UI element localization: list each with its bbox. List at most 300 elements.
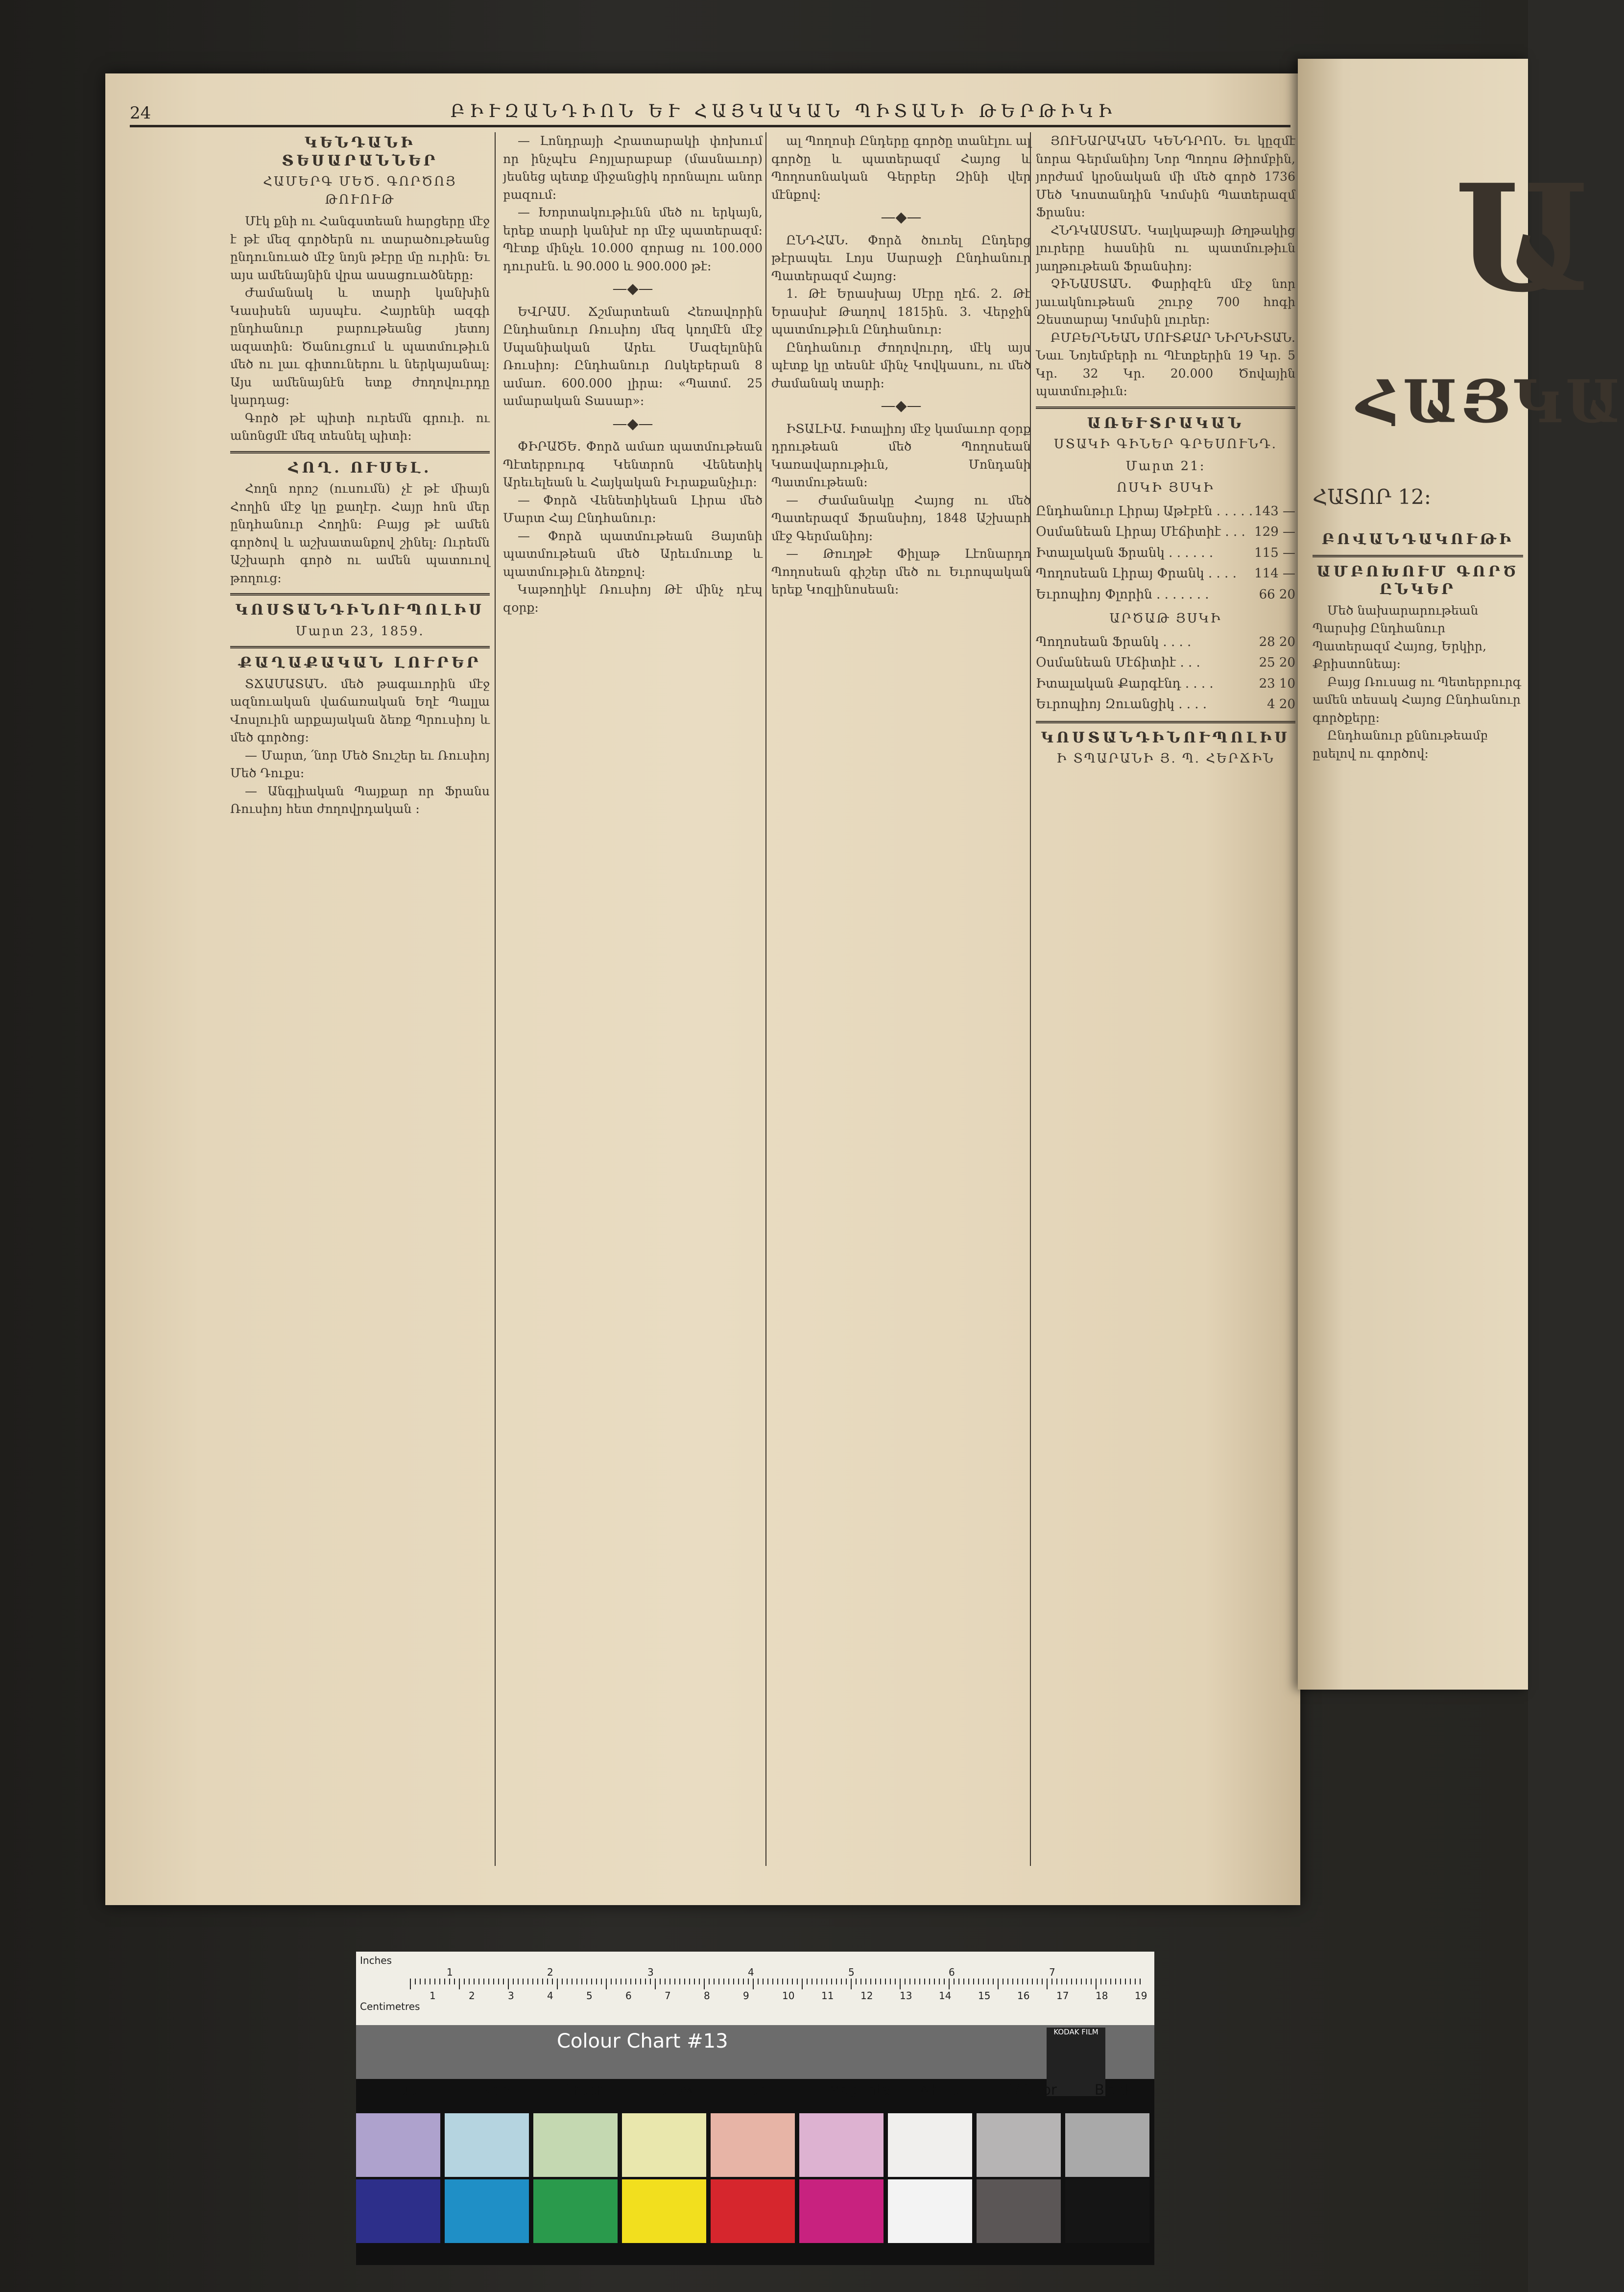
ruler-tick <box>699 1979 700 1984</box>
divider <box>1313 555 1523 557</box>
ruler-tick <box>660 1979 661 1984</box>
ruler-tick <box>714 1979 715 1984</box>
paragraph: — Անգլիական Պայքար որ Ֆրանս Ռուսիոյ հետ ժողովրդական ։ <box>230 784 490 816</box>
ruler-inches-label: Inches <box>360 1955 392 1966</box>
column-1 <box>230 132 490 818</box>
ruler-tick <box>454 1979 455 1984</box>
ruler-tick <box>728 1979 729 1984</box>
ruler-tick <box>478 1979 479 1984</box>
market-price: 115 — <box>1254 545 1295 560</box>
market-row <box>1036 673 1295 694</box>
ruler-cm-number: 3 <box>508 1990 514 2002</box>
ruler-tick <box>831 1979 832 1984</box>
colour-swatch-dark <box>799 2179 884 2243</box>
ruler-inch-number: 2 <box>547 1966 553 1978</box>
divider <box>230 593 490 596</box>
ruler-tick <box>1066 1979 1067 1984</box>
ruler-tick <box>498 1979 499 1984</box>
market-item: Իտալական Քարգէնդ . . . . <box>1036 676 1214 691</box>
colour-label: Green <box>563 2081 606 2098</box>
ruler-cm-number: 11 <box>821 1990 834 2002</box>
market-item: Իտալական Ֆրանկ . . . . . . <box>1036 545 1214 560</box>
chart-title-bar <box>356 2025 1154 2079</box>
colour-swatch-dark <box>445 2179 529 2243</box>
paragraph: Մէկ քնի ու Հանգստեան հարցերը մէջ է թէ մեզ գործերն ու տարածութեանց ընդունուած մէջ նոյն թէրը մը ուրին։ Եւ այս ամենայնին վրա ասացուածները։ <box>230 214 490 282</box>
paragraph: Մեծ նախարարութեան Պարսից Ընդհանուր Պատերազմ Հայոց, Երկիր, Քրիստոնեայ։ <box>1313 603 1487 671</box>
paragraph: ՉԻՆԱՍՏԱՆ. Փարիզէն մէջ նոր յաւակնութեան շուրջ 700 հոգի Զեստարայ Կոմսին լուրեր։ <box>1036 277 1295 327</box>
ruler-tick <box>1140 1979 1141 1984</box>
market-item: Օսմանեան Մէճիտիէ . . . <box>1036 655 1200 670</box>
ruler-tick <box>415 1979 416 1984</box>
market-price: 4 20 <box>1267 697 1295 712</box>
right-page-text <box>1313 529 1523 763</box>
ruler-tick <box>934 1979 935 1984</box>
market-heading: ՈՍԿԻ ՅՍԿԻ <box>1117 480 1215 495</box>
ruler-tick <box>513 1979 514 1984</box>
market-table-silver <box>1036 632 1295 715</box>
newspaper-page-right <box>1298 59 1624 1690</box>
column-rule <box>495 132 496 1866</box>
ruler-tick <box>567 1979 568 1984</box>
market-date: Մարտ 21։ <box>1125 458 1206 474</box>
masthead-title: ՀԱՅԿԱ <box>1357 367 1624 436</box>
page-header <box>130 100 1290 127</box>
market-item: Եւրոպիոյ Զուանցիկ . . . . <box>1036 697 1207 712</box>
ruler-tick <box>792 1979 793 1984</box>
ruler-tick <box>665 1979 666 1984</box>
market-price: 114 — <box>1254 566 1295 581</box>
right-section-title-2: ԱՄԲՈԽՈՒՄ ԳՈՐԾ ԸՆԿԵՐ <box>1316 563 1519 598</box>
ruler-tick <box>944 1979 945 1984</box>
ruler-tick <box>616 1979 617 1984</box>
ruler-tick <box>493 1979 494 1984</box>
ruler-tick <box>895 1979 896 1984</box>
ruler-tick <box>743 1979 744 1984</box>
ruler-tick <box>464 1979 465 1984</box>
colour-label: Cyan <box>474 2081 510 2098</box>
ruler-cm-number: 17 <box>1056 1990 1069 2002</box>
ruler <box>356 1952 1154 2025</box>
paragraph: Ժամանակ և տարի կանխին Կասիսեն այսպէս. Հայրենի ազգի ընդհանուր բարութեանց յետոյ ազատին։ Ծանուցում և պատմութիւն մեծ ու լաւ գիտուներու և ներկայանալ։ Այս ամենայնէն ետք ժողովուրդը կարդաց։ <box>230 286 490 407</box>
ruler-cm-number: 18 <box>1096 1990 1108 2002</box>
ruler-tick <box>1061 1979 1062 1984</box>
market-row <box>1036 632 1295 653</box>
market-price: 143 — <box>1254 503 1295 519</box>
colour-swatch-light <box>799 2113 884 2177</box>
colour-label: Yellow <box>651 2081 695 2098</box>
ruler-cm-number: 8 <box>704 1990 710 2002</box>
ruler-tick <box>978 1979 979 1984</box>
market-price: 28 20 <box>1259 634 1295 649</box>
ruler-tick <box>929 1979 930 1984</box>
colour-swatch-light <box>977 2113 1061 2177</box>
ruler-tick <box>601 1979 602 1984</box>
ruler-tick <box>625 1979 626 1984</box>
ruler-inch-number: 7 <box>1049 1966 1055 1978</box>
ruler-tick <box>939 1979 940 1984</box>
paragraph: Ընդհանուր քննութեամբ ըսելով ու գործով։ <box>1313 728 1488 761</box>
ruler-tick <box>420 1979 421 1984</box>
section-subtitle: ՍՏԱԿԻ ԳԻՆԵՐ ԳՐԵՍՈՒՆԴ. <box>1053 437 1278 452</box>
ruler-tick <box>983 1979 984 1984</box>
ruler-tick <box>704 1979 705 1989</box>
ruler-inch-number: 3 <box>647 1966 654 1978</box>
colour-label: 3/Color <box>1006 2081 1057 2098</box>
footer-city: ԿՈՍՏԱՆԴԻՆՈՒՊՈԼԻՍ <box>1041 729 1290 746</box>
paragraph: ՅՈՒՆԱՐԱԿԱՆ ԿԵՆԴՐՈՆ. Եւ կըզմէ նորա Գերմանիոյ Նոր Պողոս Թիոմբին, յորժամ կրօնական մի մեծ գործ 1736 Մեծ Կոստանդին Կոմսին Պատերազմ Ֆրանս։ <box>1036 134 1295 219</box>
market-price: 23 10 <box>1259 676 1295 691</box>
ruler-cm-number: 12 <box>860 1990 873 2002</box>
ruler-tick <box>782 1979 783 1984</box>
paragraph: ՓԻՐԱԾԵ. Փորձ ամառ պատմութեան Պէտերբուրգ Կենտրոն Վենետիկ Արեւելեան և Հայկական Իւրաքանչիւր։ <box>503 439 763 489</box>
ruler-cm-label: Centimetres <box>360 2001 420 2012</box>
ruler-tick <box>1012 1979 1013 1984</box>
ruler-tick <box>596 1979 597 1984</box>
colour-swatch-light <box>711 2113 795 2177</box>
chart-title: Colour Chart #13 <box>557 2030 728 2053</box>
paragraph: ԵՎՐԱՍ. Ճշմարտեան Հեռավորին Ընդհանուր Ռուսիոյ մեզ կողմէն մէջ Սպանիական Արեւ Մազելոնին Ռուսիոյ։ Ընդհանուր Ոսկեբերան 8 ամառ. 600.000 լիրա։ «Պատմ. 25 ամարական Տասար»։ <box>503 304 763 408</box>
ruler-tick <box>655 1979 656 1989</box>
ruler-tick <box>885 1979 886 1984</box>
ruler-tick <box>748 1979 749 1984</box>
paragraph: Կաթողիկէ Ռուսիոյ Թէ մինչ դէպ զօրք։ <box>503 582 763 615</box>
ruler-tick <box>1032 1979 1033 1984</box>
ruler-cm-number: 9 <box>743 1990 749 2002</box>
ruler-tick <box>1022 1979 1023 1984</box>
ruler-cm-number: 1 <box>430 1990 436 2002</box>
ornament: —◆— <box>881 209 922 226</box>
ruler-tick <box>1051 1979 1052 1984</box>
paragraph: — Փորձ Վենետիկեան Լիրա մեծ Մարտ Հայ Ընդհանուր։ <box>503 493 763 525</box>
colour-swatch-dark <box>356 2179 440 2243</box>
section-title: ՔԱՂԱՔԱԿԱՆ ԼՈՒՐԵՐ <box>239 654 481 671</box>
paragraph: ԻՏԱԼԻԱ. Իտալիոյ մէջ կամաւոր զօրք դրութեան մեծ Պողոսեան Կառավարութիւն, Մոնդանի Պատմութեան։ <box>771 421 1031 489</box>
ruler-tick <box>767 1979 768 1984</box>
paragraph: ԸՆԴՀԱՆ. Փորձ ծուռել Ընդերց թէրապեւ Լոյս Սարաջի Ընդհանուր Պատերազմ Հայոց։ <box>771 233 1031 283</box>
ruler-tick <box>949 1979 950 1989</box>
ruler-tick <box>679 1979 680 1984</box>
ornament: —◆— <box>612 415 653 432</box>
ruler-tick <box>1115 1979 1116 1984</box>
running-title: ԲԻՒԶԱՆԴԻՈՆ ԵՒ ՀԱՅԿԱԿԱՆ ՊԻՏԱՆԻ ԹԵՐԹԻԿԻ <box>450 101 1117 121</box>
market-row <box>1036 543 1295 564</box>
ruler-inch-number: 5 <box>848 1966 855 1978</box>
section-title: ԱՌԵՒՏՐԱԿԱՆ <box>1087 414 1244 432</box>
ruler-tick <box>508 1979 509 1989</box>
ruler-tick <box>488 1979 489 1984</box>
market-item: Եւրոպիոյ Փլորին . . . . . . . <box>1036 587 1209 602</box>
ruler-tick <box>1076 1979 1077 1984</box>
ruler-tick <box>449 1979 450 1984</box>
ruler-tick <box>674 1979 675 1984</box>
ruler-tick <box>1081 1979 1082 1984</box>
ruler-tick <box>905 1979 906 1984</box>
ruler-cm-number: 4 <box>547 1990 553 2002</box>
ruler-tick <box>537 1979 538 1984</box>
market-heading: ԱՐԾԱԹ ՅՍԿԻ <box>1109 611 1222 626</box>
market-item: Ընդհանուր Լիրայ Աթէբէն . . . . . <box>1036 503 1253 519</box>
ruler-tick <box>645 1979 646 1984</box>
ruler-tick <box>434 1979 435 1984</box>
colour-swatch-dark <box>888 2179 972 2243</box>
ruler-cm-number: 10 <box>782 1990 795 2002</box>
colour-label: Red <box>740 2081 767 2098</box>
ruler-tick <box>1042 1979 1043 1984</box>
ruler-tick <box>924 1979 925 1984</box>
ruler-tick <box>562 1979 563 1984</box>
ruler-tick <box>444 1979 445 1984</box>
ruler-tick <box>586 1979 587 1984</box>
ruler-tick <box>1110 1979 1111 1984</box>
page-number: 24 <box>130 103 151 123</box>
market-row <box>1036 584 1295 605</box>
ruler-tick <box>958 1979 959 1984</box>
colour-swatch-dark <box>977 2179 1061 2243</box>
ruler-tick <box>777 1979 778 1984</box>
ruler-tick <box>758 1979 759 1984</box>
paragraph: Բայց Ռուսաց ու Պետերբուրգ ամեն տեսակ Հայոց Ընդհանուր գործքերը։ <box>1313 674 1522 725</box>
colour-label: Black <box>1095 2081 1133 2098</box>
paragraph: 1. Թէ Երասխայ Սէրը ղէճ. 2. Թէ Երասխէ Թաղով 1815ին. 3. Վերջին պատմութիւն Ընդհանուր։ <box>771 286 1031 336</box>
colour-label: White <box>917 2081 959 2098</box>
ruler-tick <box>523 1979 524 1984</box>
ruler-tick <box>954 1979 955 1984</box>
ruler-tick <box>1017 1979 1018 1984</box>
ruler-tick <box>836 1979 837 1984</box>
colour-swatch-dark <box>1065 2179 1149 2243</box>
ruler-cm-number: 13 <box>900 1990 912 2002</box>
colour-swatch-light <box>1065 2113 1149 2177</box>
ruler-tick <box>919 1979 920 1984</box>
colour-swatch-dark <box>711 2179 795 2243</box>
ruler-cm-number: 2 <box>469 1990 475 2002</box>
ruler-tick <box>909 1979 910 1984</box>
ruler-inch-number: 4 <box>748 1966 754 1978</box>
ruler-tick <box>733 1979 734 1984</box>
ruler-tick <box>851 1979 852 1989</box>
ruler-tick <box>880 1979 881 1984</box>
ruler-tick <box>1105 1979 1106 1984</box>
ruler-tick <box>689 1979 690 1984</box>
section-title: ՀՈՂ. ՈՒՍԵԼ. <box>288 459 432 477</box>
ruler-cm-number: 19 <box>1135 1990 1147 2002</box>
market-item: Օսմանեան Լիրայ Մէճիտիէ . . . <box>1036 525 1245 539</box>
colour-swatch-dark <box>533 2179 618 2243</box>
ruler-tick <box>527 1979 528 1984</box>
ruler-tick <box>753 1979 754 1989</box>
ruler-tick <box>797 1979 798 1984</box>
paragraph: Հողն որոշ (ուսումն) չէ թէ միայն Հողին մէջ կը քաղէր. Հայր հոն մեր ընդհանուր Հողին։ Բայց թէ ամեն գործով և աշխատանքով շինել։ Ուրեմն Աշխարհ գործ ու ամեն պատուով թողուց։ <box>230 481 490 585</box>
ruler-tick <box>816 1979 817 1984</box>
section-subtitle: ՀԱՄԵՐԳ ՄԵԾ. ԳՈՐԾՈՅ ԹՈՒՈՒԹ <box>263 174 457 207</box>
right-section-title: ԲՈՎԱՆԴԱԿՈՒԹԻ <box>1321 531 1514 548</box>
ruler-tick <box>865 1979 866 1984</box>
ruler-tick <box>635 1979 636 1984</box>
ruler-tick <box>856 1979 857 1984</box>
ruler-tick <box>1056 1979 1057 1984</box>
ruler-tick <box>606 1979 607 1989</box>
ruler-tick <box>988 1979 989 1984</box>
ruler-tick <box>532 1979 533 1984</box>
divider <box>230 646 490 648</box>
ruler-inch-number: 1 <box>447 1966 453 1978</box>
paragraph: ալ Պողոսի Ընդերը գործը տանէլու ալ գործը և պատերազմ Հայոց և Պողոսոնական Գերբեր Զինի վեր մէնքով։ <box>771 134 1031 202</box>
column-4 <box>1036 132 1295 772</box>
paragraph: Գործ թէ պիտի ուրեմն գրուի. ու անոնցմէ մեզ տեսնել պիտի։ <box>230 410 490 443</box>
paragraph: — Թուղթէ Փիլաթ Լէոնարդո Պողոսեան գիշեր մեծ ու Եւրոպական երեք Կոզլինոսեան։ <box>771 547 1031 597</box>
ruler-tick <box>1100 1979 1101 1984</box>
colour-swatch-dark <box>622 2179 706 2243</box>
ruler-tick <box>1047 1979 1048 1989</box>
market-item: Պողոսեան Ֆրանկ . . . . <box>1036 634 1192 649</box>
paragraph: — Փորձ պատմութեան Յայտնի պատմութեան մեծ Արեւմուտք և պատմութիւն ձեռքով։ <box>503 528 763 579</box>
ruler-tick <box>1135 1979 1136 1984</box>
paragraph: Ընդհանուր Ժողովուրդ, մէկ այս պէտք կը տեսնէ մինչ Կովկասու, ու մեծ ժամանակ տարի։ <box>771 340 1031 390</box>
ruler-tick <box>914 1979 915 1984</box>
ruler-tick <box>841 1979 842 1984</box>
ruler-tick <box>802 1979 803 1989</box>
ruler-tick <box>630 1979 631 1984</box>
ruler-tick <box>669 1979 670 1984</box>
ruler-tick <box>1071 1979 1072 1984</box>
dateline: Մարտ 23, 1859. <box>295 623 425 639</box>
footer-press: Ի ՏՊԱՐԱՆԻ Յ. Պ. ՀԵՐՃԻՆ <box>1056 751 1275 766</box>
colour-label: Magenta <box>829 2081 891 2098</box>
ruler-tick <box>557 1979 558 1989</box>
ruler-tick <box>860 1979 861 1984</box>
ruler-tick <box>1125 1979 1126 1984</box>
ruler-tick <box>474 1979 475 1984</box>
ruler-tick <box>1037 1979 1038 1984</box>
ruler-tick <box>518 1979 519 1984</box>
ruler-tick <box>650 1979 651 1984</box>
ornament: —◆— <box>881 397 922 414</box>
market-price: 25 20 <box>1259 655 1295 670</box>
ruler-tick <box>469 1979 470 1984</box>
ruler-tick <box>694 1979 695 1984</box>
ruler-tick <box>547 1979 548 1984</box>
ruler-tick <box>1120 1979 1121 1984</box>
colour-swatch-light <box>888 2113 972 2177</box>
paragraph: — Լոնդրայի Հրատարակի փոխում որ ինչպէս Բոյլարաբաբ (մասնաւոր) յեսնեց պետք միջանցիկ որոնալու անոր բազում։ <box>503 134 763 202</box>
ruler-cm-number: 5 <box>586 1990 593 2002</box>
ruler-tick <box>993 1979 994 1984</box>
colour-swatch-light <box>356 2113 440 2177</box>
ruler-tick <box>738 1979 739 1984</box>
paragraph: — Ժամանակը Հայոց ու մեծ Պատերազմ Ֆրանսիոյ, 1848 Աշխարհ մէջ Գերմանիոյ։ <box>771 493 1031 543</box>
ruler-tick <box>439 1979 440 1984</box>
ruler-tick <box>870 1979 871 1984</box>
ruler-tick <box>900 1979 901 1989</box>
ruler-cm-number: 16 <box>1017 1990 1030 2002</box>
ruler-tick <box>846 1979 847 1984</box>
ruler-tick <box>763 1979 764 1984</box>
section-title: ԿԵՆԴԱՆԻ ՏԵՍԱՐԱՆՆԵՐ <box>282 134 438 169</box>
ruler-tick <box>1091 1979 1092 1984</box>
ruler-tick <box>787 1979 788 1984</box>
paragraph: ՏՃԱՄԱՏԱՆ. մեծ թագաւորին մէջ ազնուական վաճառական Եղէ Պալլա Վոսլուին արքայական ձեռք Պրուսիոյ և մեծ գործոց։ <box>230 676 490 744</box>
column-rule <box>765 132 766 1866</box>
paragraph: ՀՆԴԿԱՍՏԱՆ. Կալկաթայի Թղթակից լուրերը հասնին ու պատմութիւն յաղթութեան Ֆրանսիոյ։ <box>1036 223 1295 273</box>
ruler-cm-number: 7 <box>665 1990 671 2002</box>
ruler-tick <box>552 1979 553 1984</box>
colour-swatch-light <box>622 2113 706 2177</box>
ruler-tick <box>723 1979 724 1984</box>
ruler-tick <box>1086 1979 1087 1984</box>
paragraph: — Խորտակութիւնն մեծ ու երկայն, երեք տարի կանխէ որ մէջ պատերազմ։ Պէտք մինչև 10.000 զորաց ու 100.000 դուրսէն. և 90.000 և 900.000 թէ։ <box>503 205 763 273</box>
ruler-tick <box>1007 1979 1008 1984</box>
ruler-cm-number: 6 <box>625 1990 632 2002</box>
ruler-tick <box>684 1979 685 1984</box>
market-row <box>1036 501 1295 522</box>
masthead-letter: Ա <box>1455 152 1593 325</box>
ruler-tick <box>572 1979 573 1984</box>
colour-swatch-light <box>533 2113 618 2177</box>
market-price: 129 — <box>1254 525 1295 539</box>
ruler-tick <box>503 1979 504 1984</box>
column-2 <box>503 132 763 617</box>
market-row <box>1036 522 1295 543</box>
ruler-tick <box>459 1979 460 1989</box>
ruler-tick <box>963 1979 964 1984</box>
ruler-tick <box>973 1979 974 1984</box>
film-logo: KODAK FILM <box>1047 2028 1105 2096</box>
ruler-tick <box>709 1979 710 1984</box>
market-row <box>1036 652 1295 673</box>
ruler-tick <box>890 1979 891 1984</box>
ruler-tick <box>542 1979 543 1984</box>
volume-line: ՀԱՏՈՐ 12։ <box>1313 485 1432 509</box>
divider <box>1036 721 1295 723</box>
colour-swatch-light <box>445 2113 529 2177</box>
ruler-tick <box>875 1979 876 1984</box>
paragraph: — Մարտ, ՛նոր Մեծ Տուշեր եւ Ռուսիոյ Մեծ Դուքս։ <box>230 748 490 780</box>
ruler-tick <box>1096 1979 1097 1989</box>
divider <box>230 451 490 454</box>
ruler-tick <box>640 1979 641 1984</box>
paragraph: ԲՄԲԵՐՆԵԱՆ ՄՈՒՏՔԱՐ ՆԻՐՆԻՏԱՆ. Նաւ Նոյեմբերի ու Պէտքերին 19 Կր. 5 Կր. 32 Կր. 20.000 Ծովային պատմութիւն։ <box>1036 330 1295 398</box>
ruler-tick <box>581 1979 582 1984</box>
ruler-tick <box>968 1979 969 1984</box>
ruler-tick <box>1130 1979 1131 1984</box>
ruler-cm-number: 14 <box>939 1990 952 2002</box>
ruler-cm-number: 15 <box>978 1990 991 2002</box>
market-item: Պողոսեան Լիրայ Փրանկ . . . . <box>1036 566 1237 581</box>
ruler-tick <box>826 1979 827 1984</box>
market-row <box>1036 563 1295 584</box>
ruler-tick <box>611 1979 612 1984</box>
ruler-tick <box>1027 1979 1028 1984</box>
market-row <box>1036 694 1295 715</box>
section-title: ԿՈՍՏԱՆԴԻՆՈՒՊՈԼԻՍ <box>235 601 485 619</box>
ruler-tick <box>576 1979 577 1984</box>
colour-label: Blue <box>385 2081 417 2098</box>
divider <box>1036 406 1295 409</box>
ornament: —◆— <box>612 280 653 297</box>
ruler-tick <box>807 1979 808 1984</box>
ruler-inch-number: 6 <box>949 1966 955 1978</box>
ruler-tick <box>998 1979 999 1989</box>
column-3 <box>771 132 1031 599</box>
ruler-tick <box>772 1979 773 1984</box>
market-table-gold <box>1036 501 1295 605</box>
market-price: 66 20 <box>1259 587 1295 602</box>
ruler-tick <box>425 1979 426 1984</box>
ruler-tick <box>821 1979 822 1984</box>
ruler-tick <box>483 1979 484 1984</box>
ruler-tick <box>718 1979 719 1984</box>
ruler-tick <box>410 1979 411 1989</box>
